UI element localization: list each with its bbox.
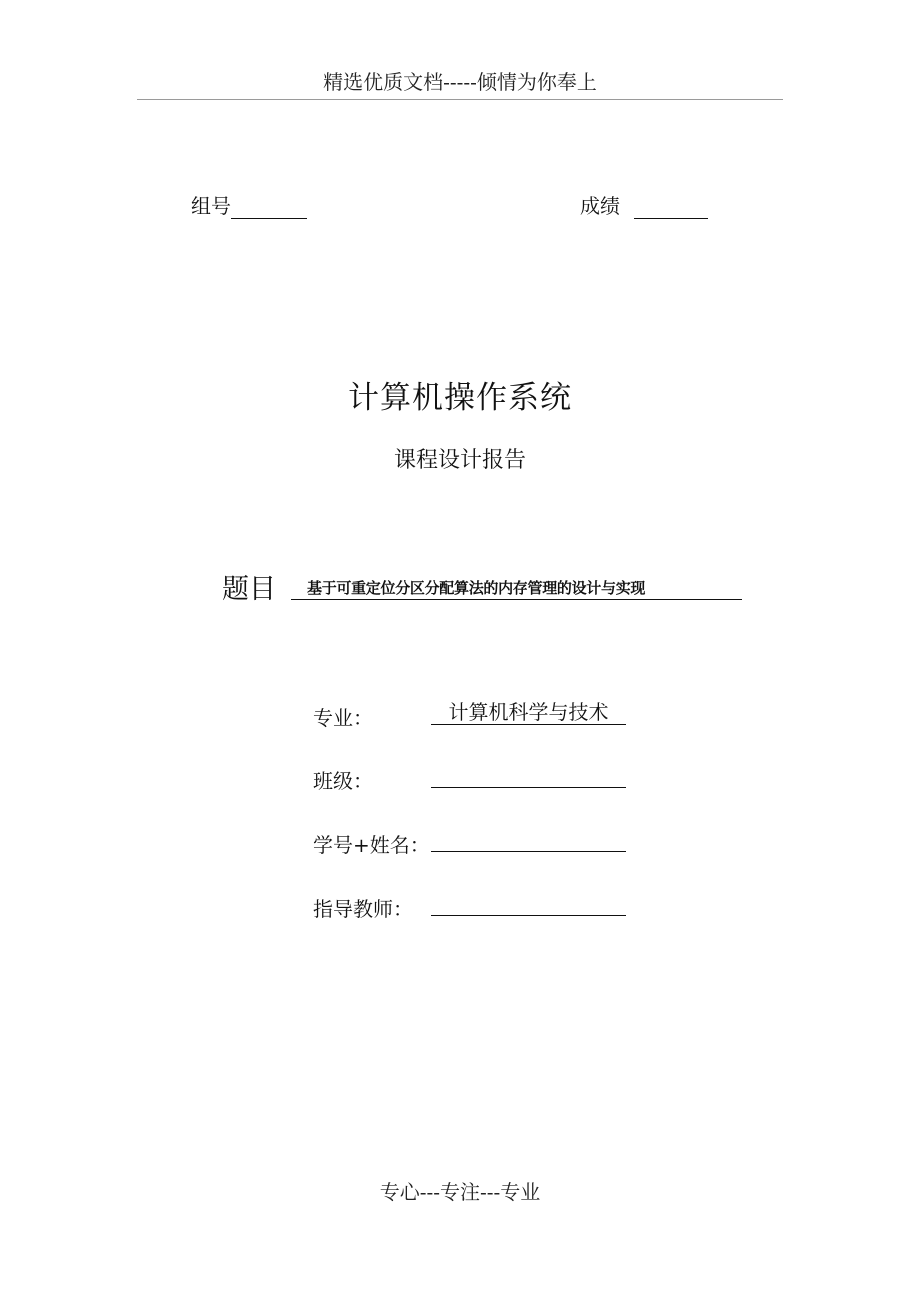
group-number-blank[interactable] [231,198,307,219]
major-label: 专业： [313,706,373,730]
major-value: 计算机科学与技术 [431,700,626,725]
header-divider [137,99,783,100]
class-value-blank[interactable] [431,763,626,788]
advisor-label: 指导教师： [313,897,413,921]
group-number-label: 组号 [191,194,231,218]
student-id-name-blank[interactable] [431,827,626,852]
page-header: 精选优质文档-----倾情为你奉上 [323,70,597,94]
class-label: 班级： [313,769,373,793]
student-id-name-label: 学号+姓名： [313,833,430,857]
score-field [580,190,708,219]
group-number-field [191,190,307,219]
topic-label: 题目 [222,574,276,605]
topic-value: 基于可重定位分区分配算法的内存管理的设计与实现 [291,577,742,600]
score-label: 成绩 [580,194,620,218]
score-blank[interactable] [634,198,708,219]
course-title: 计算机操作系统 [348,380,572,416]
page-footer: 专心---专注---专业 [379,1180,541,1204]
advisor-blank[interactable] [431,891,626,916]
report-subtitle: 课程设计报告 [393,448,526,473]
